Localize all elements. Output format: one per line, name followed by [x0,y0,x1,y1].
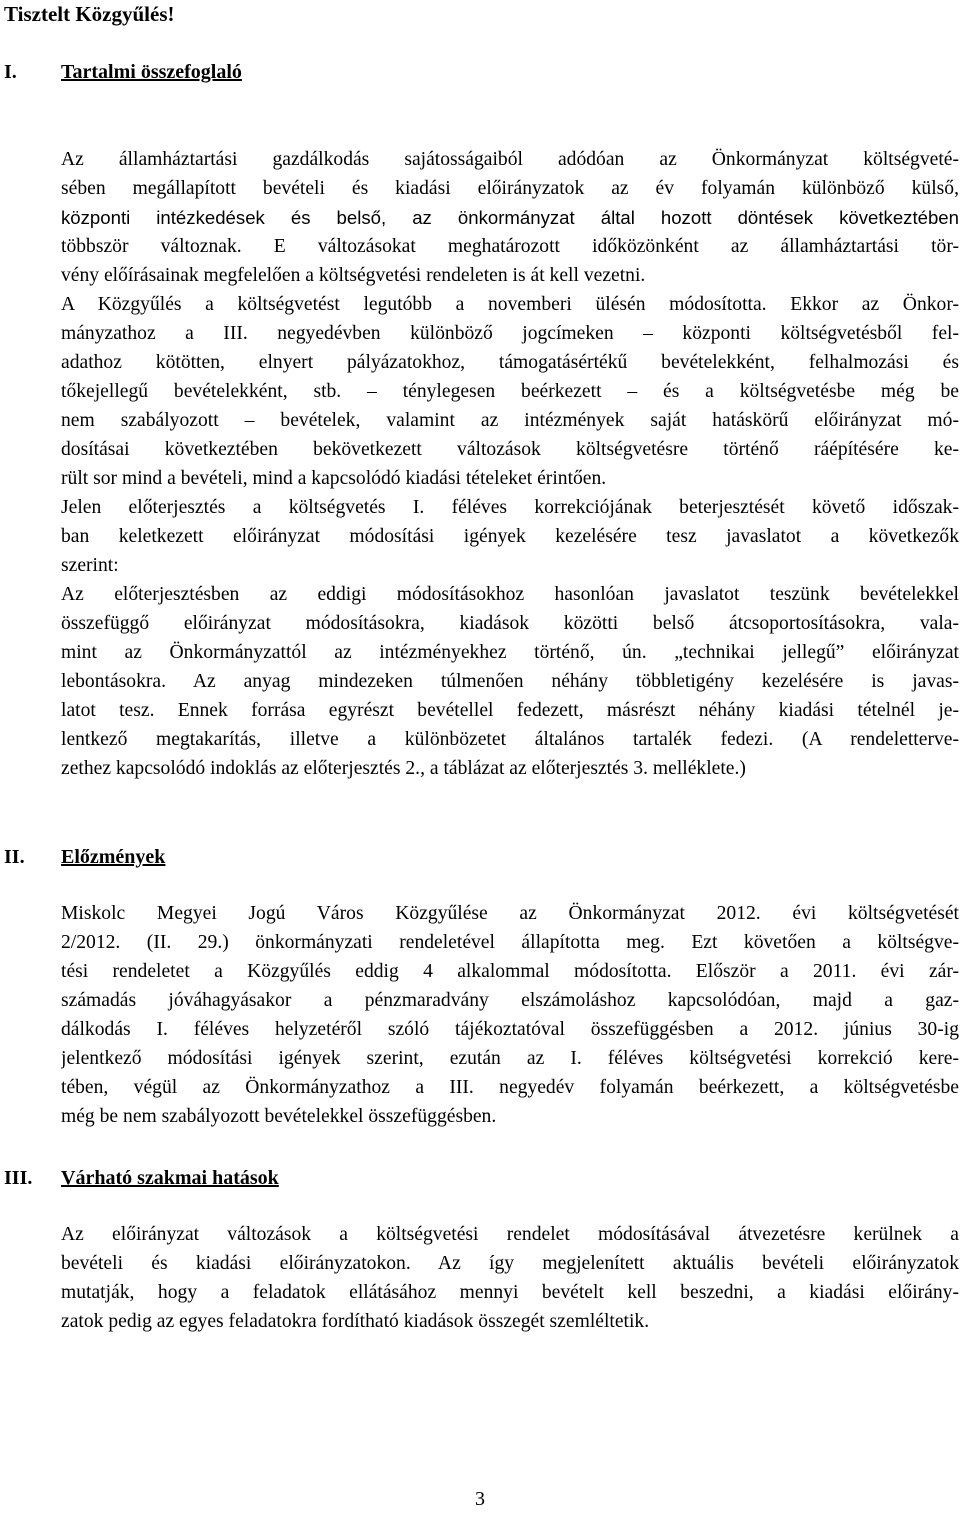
text-line: ban keletkezett előirányzat módosítási igények kezelésére tesz javaslatot a következők [61,526,959,547]
text-line: rült sor mind a bevételi, mind a kapcsolódó kiadási tételeket érintően. [61,468,607,489]
text-line: többször változnak. E változásokat meghatározott időközönként az államháztartási tör- [61,236,959,257]
text-line: nem szabályozott – bevételek, valamint az intézmények saját hatáskörű előirányzat mó- [61,410,959,431]
text-line: vény előírásainak megfelelően a költségvetési rendeleten is át kell vezetni. [61,265,646,286]
section-1-paragraph-2 [61,290,959,493]
text-line: Miskolc Megyei Jogú Város Közgyűlése az Önkormányzat 2012. évi költségvetését [61,903,959,924]
section-3-title: Várható szakmai hatások [61,1167,279,1189]
section-3-number: III. [4,1167,33,1189]
section-1-paragraph-3 [61,493,959,580]
text-line: Az előterjesztésben az eddigi módosításokhoz hasonlóan javaslatot teszünk bevételekkel [61,584,959,605]
text-line: lentkező megtakarítás, illetve a különbözetet általános tartalék fedezi. (A rendeletterve- [61,729,959,750]
text-line: bevételi és kiadási előirányzatokon. Az így megjelenített aktuális bevételi előirányzatok [61,1253,959,1274]
text-line: lebontásokra. Az anyag mindezeken túlmenően néhány többletigény kezelésére is javas- [61,671,959,692]
text-line: zethez kapcsolódó indoklás az előterjesztés 2., a táblázat az előterjesztés 3. melléklete.) [61,758,746,779]
text-line: Jelen előterjesztés a költségvetés I. féléves korrekciójának beterjesztését követő időszak- [61,497,959,518]
text-line: mányzathoz a III. negyedévben különböző jogcímeken – központi költségvetésből fel- [61,323,959,344]
text-line: mint az Önkormányzattól az intézményekhez történő, ún. „technikai jellegű” előirányzat [61,642,959,663]
salutation: Tisztelt Közgyűlés! [4,2,175,26]
text-line: szerint: [61,555,119,576]
text-line: tében, végül az Önkormányzathoz a III. negyedév folyamán beérkezett, a költségvetésbe [61,1077,959,1098]
section-1-paragraph-4 [61,580,959,783]
text-line: sében megállapított bevételi és kiadási előirányzatok az év folyamán különböző külső, [61,178,959,199]
text-line: jelentkező módosítási igények szerint, ezután az I. féléves költségvetési korrekció kere- [61,1048,959,1069]
text-line: Az államháztartási gazdálkodás sajátosságaiból adódóan az Önkormányzat költségveté- [61,149,959,170]
text-line: A Közgyűlés a költségvetést legutóbb a novemberi ülésén módosította. Ekkor az Önkor- [61,294,959,315]
text-line: még be nem szabályozott bevételekkel összefüggésben. [61,1106,497,1127]
section-1-paragraph-1 [61,145,959,290]
text-line: tőkejellegű bevételekként, stb. – ténylegesen beérkezett – és a költségvetésbe még be [61,381,959,402]
text-line: összefüggő előirányzat módosításokra, kiadások közötti belső átcsoportosításokra, vala- [61,613,959,634]
text-line: 2/2012. (II. 29.) önkormányzati rendeletével állapította meg. Ezt követően a költségve- [61,932,959,953]
section-3-paragraph-1 [61,1220,959,1336]
text-line: számadás jóváhagyásakor a pénzmaradvány elszámoláshoz kapcsolódóan, majd a gaz- [61,990,959,1011]
text-line: központi intézkedések és belső, az önkormányzat által hozott döntések következtében [61,207,959,228]
section-2-paragraph-1 [61,899,959,1131]
text-line: tési rendeletet a Közgyűlés eddig 4 alkalommal módosította. Először a 2011. évi zár- [61,961,959,982]
section-2-number: II. [4,846,25,868]
text-line: Az előirányzat változások a költségvetési rendelet módosításával átvezetésre kerülnek a [61,1224,959,1245]
section-1-title: Tartalmi összefoglaló [61,61,242,83]
text-line: dosításai következtében bekövetkezett változások költségvetésre történő ráépítésére ke- [61,439,959,460]
page-number: 3 [475,1488,485,1510]
section-1-number: I. [4,61,17,83]
text-line: dálkodás I. féléves helyzetéről szóló tájékoztatóval összefüggésben a 2012. június 30-ig [61,1019,959,1040]
text-line: latot tesz. Ennek forrása egyrészt bevétellel fedezett, másrészt néhány kiadási tételnél je- [61,700,959,721]
text-line: zatok pedig az egyes feladatokra fordítható kiadások összegét szemléltetik. [61,1311,650,1332]
text-line: mutatják, hogy a feladatok ellátásához mennyi bevételt kell beszedni, a kiadási előirány- [61,1282,959,1303]
text-line: adathoz kötötten, elnyert pályázatokhoz, támogatásértékű bevételekként, felhalmozási és [61,352,959,373]
section-2-title: Előzmények [61,846,166,868]
